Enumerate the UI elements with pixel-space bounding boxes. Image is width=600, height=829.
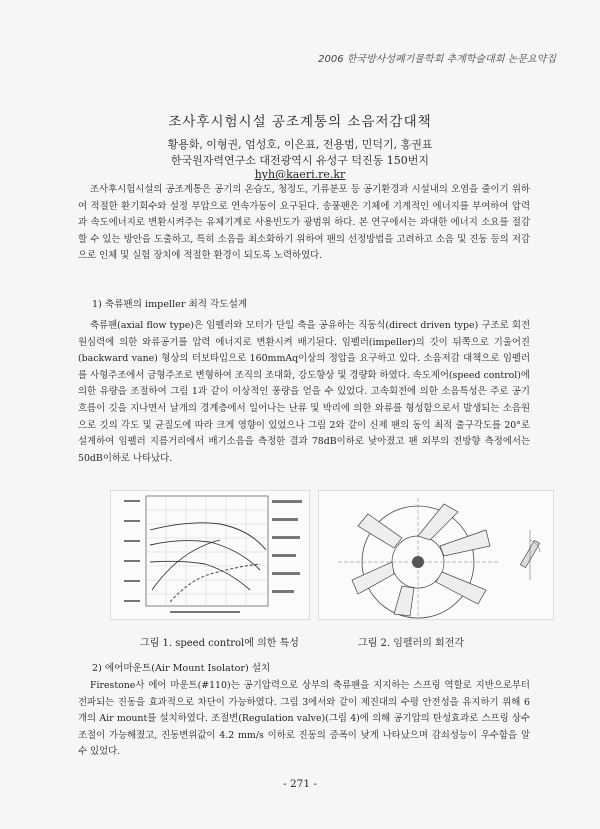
page-number: - 271 - (283, 778, 317, 790)
figure-2-graphic (318, 490, 554, 620)
figure-1-graphic (110, 490, 310, 620)
paper-title: 조사후시험시설 공조계통의 소음저감대책 (168, 114, 432, 130)
impeller-paragraph: 축류팬(axial flow type)은 임펠러와 모터가 단일 축을 공유하는 직동식(direct driven type) 구조로 회전 원심력에 의한 와류공기를 압력 에너지로 변환시켜 배기된다. 임펠러(impeller)의 깃이 뒤쪽으로 기울어진(backward vane) 형상의 터보타입으로 160mmAq이상의 정압을 요구하고 있다. 소음저감 대책으로 임펠러를 사형주조에서 금형주조로 변형하여 조직의 조대화, 강도향상 및 경량화 하였다. 속도제어(speed control)에 의한 유량을 조절하여 그림 1과 같이 이상적인 풍량을 얻을 수 있었다. 고속회전에 의한 소음특성은 주로 공기 흐름이 깃을 지나면서 날개의 경계층에서 일어나는 난류 및 박리에 의한 와류를 형성함으로서 발생되는 소음원으로 깃의 각도 및 균질도에 따라 크게 영향이 있었으나 그림 2와 같이 신제 팬의 동익 최적 출구각도를 20°로 설계하여 임펠러 지름거리에서 배기소음을 측정한 결과 78dB이하로 낮아졌고 팬 외부의 전방향 측정에서는 50dB이하로 나타났다. (78, 320, 530, 464)
author-list: 황용화, 이형권, 엄성호, 이은표, 전용범, 민덕기, 홍권표 (167, 138, 433, 151)
section-heading-air-mount: 2) 에어마운트(Air Mount Isolator) 설치 (92, 663, 271, 674)
figure-2-impeller-angle-drawing (318, 490, 554, 620)
author-email: hyh@kaeri.re.kr (254, 168, 346, 181)
section-heading-impeller: 1) 축류팬의 impeller 최적 각도설계 (92, 299, 248, 310)
figure-1-speed-control-chart (110, 490, 310, 620)
affiliation: 한국원자력연구소 대전광역시 유성구 덕진동 150번지 (170, 154, 430, 167)
air-mount-paragraph: Firestone사 에어 마운트(#110)는 공기압력으로 상부의 축류팬을 지지하는 스프링 역할로 지반으로부터 전파되는 진동을 효과적으로 차단이 가능하였다. 그림 3에서와 같이 제진대의 수평 안전성을 유지하기 위해 6개의 Air mount를 설치하였다. 조절변(Regulation valve)(그림 4)에 의해 공기압의 탄성효과로 스프링 상수 조절이 가능해졌고, 진동변위값이 4.2 mm/s 이하로 진동의 증폭이 낮게 나타났으며 감쇠성능이 우수함을 알 수 있었다. (78, 680, 530, 758)
conference-header: 2006 한국방사성폐기물학회 추계학술대회 논문요약집 (318, 54, 556, 65)
figure-1-caption: 그림 1. speed control에 의한 특성 (140, 638, 299, 649)
figure-2-caption: 그림 2. 임펠러의 회전각 (358, 638, 465, 649)
intro-paragraph: 조사후시험시설의 공조계통은 공기의 온습도, 청정도, 기류분포 등 공기환경과 시설내의 오염을 줄이기 위하여 적절한 환기회수와 설정 부압으로 연속가동이 요구된다. 송풍팬은 기체에 기계적인 에너지를 부여하여 압력과 속도에너지로 변환시켜주는 유체기계로 사용빈도가 광범위 하다. 본 연구에서는 과대한 에너지 소요를 절감할 수 있는 방안을 도출하고, 특히 소음을 최소화하기 위하여 팬의 선정방법을 고려하고 소음 및 진동 등의 저감으로 인체 및 실험 장치에 적절한 환경이 되도록 노력하였다. (78, 184, 530, 262)
